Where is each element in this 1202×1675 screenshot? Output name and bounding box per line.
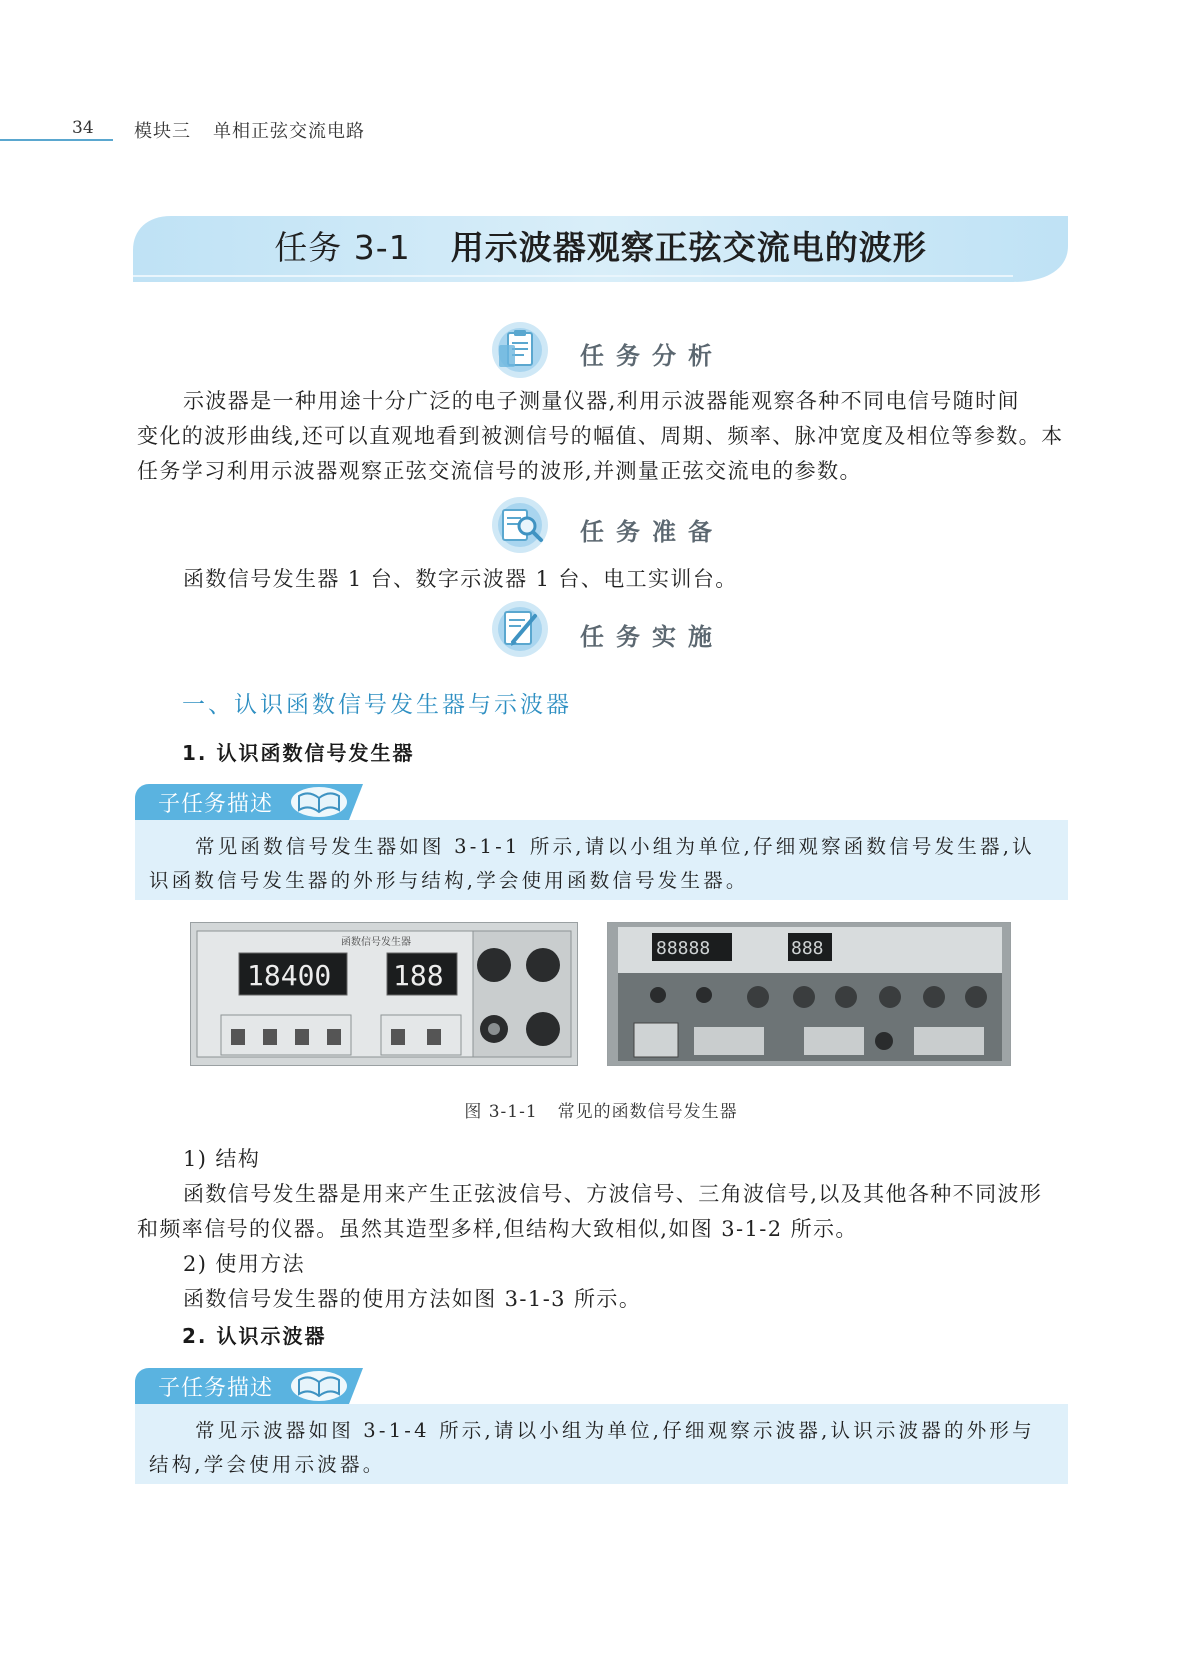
analysis-line-3: 任务学习利用示波器观察正弦交流信号的波形,并测量正弦交流电的参数。 bbox=[137, 459, 862, 483]
section-preparation: 任务准备 bbox=[580, 518, 724, 546]
subtask-box-2 bbox=[135, 1404, 1068, 1484]
subtask-1-line-1: 常见函数信号发生器如图 3-1-1 所示,请以小组为单位,仔细观察函数信号发生器,认 bbox=[195, 835, 1035, 858]
figure-number: 图 3-1-1 bbox=[464, 1102, 538, 1122]
figure-caption bbox=[0, 1097, 1202, 1122]
subtask-1-line-2: 识函数信号发生器的外形与结构,学会使用函数信号发生器。 bbox=[149, 869, 749, 892]
open-book-icon bbox=[291, 787, 347, 817]
chapter-label: 单相正弦交流电路 bbox=[213, 121, 365, 142]
header-rule bbox=[0, 139, 113, 141]
structure-section bbox=[137, 1142, 1077, 1317]
analysis-paragraph bbox=[137, 384, 1077, 489]
page-number: 34 bbox=[72, 118, 94, 138]
signal-generator-photo-left bbox=[190, 922, 578, 1066]
subtask-box-1 bbox=[135, 820, 1068, 900]
section-implementation: 任务实施 bbox=[580, 623, 724, 651]
figure-caption-text: 常见的函数信号发生器 bbox=[557, 1102, 738, 1122]
panel-title: 函数信号发生器 bbox=[341, 937, 411, 948]
pencil-document-icon bbox=[491, 600, 549, 658]
subtask-2-line-2: 结构,学会使用示波器。 bbox=[149, 1453, 386, 1476]
usage-line-1: 函数信号发生器的使用方法如图 3-1-3 所示。 bbox=[183, 1287, 642, 1311]
open-book-icon bbox=[291, 1371, 347, 1401]
module-label: 模块三 bbox=[134, 121, 191, 142]
display-left-small: 188 bbox=[393, 959, 444, 992]
clipboard-icon bbox=[491, 321, 549, 379]
running-header bbox=[134, 117, 365, 143]
analysis-line-2: 变化的波形曲线,还可以直观地看到被测信号的幅值、周期、频率、脉冲宽度及相位等参数。本 bbox=[137, 424, 1064, 448]
task-title-text: 用示波器观察正弦交流电的波形 bbox=[450, 228, 927, 267]
preparation-text: 函数信号发生器 1 台、数字示波器 1 台、电工实训台。 bbox=[183, 567, 738, 591]
analysis-line-1: 示波器是一种用途十分广泛的电子测量仪器,利用示波器能观察各种不同电信号随时间 bbox=[183, 389, 1020, 413]
signal-generator-photo-right bbox=[607, 922, 1011, 1066]
task-number: 任务 3-1 bbox=[274, 228, 411, 267]
structure-line-1: 函数信号发生器是用来产生正弦波信号、方波信号、三角波信号,以及其他各种不同波形 bbox=[183, 1182, 1043, 1206]
subtask-tag-label-2: 子任务描述 bbox=[158, 1376, 274, 1401]
display-right-main: 88888 bbox=[656, 938, 711, 959]
task-title bbox=[133, 222, 1068, 269]
usage-title: 2) 使用方法 bbox=[183, 1252, 306, 1276]
subheading-oscilloscope: 2. 认识示波器 bbox=[182, 1324, 327, 1348]
structure-title: 1) 结构 bbox=[183, 1147, 261, 1171]
subheading-signal-generator: 1. 认识函数信号发生器 bbox=[182, 741, 415, 765]
subtask-2-line-1: 常见示波器如图 3-1-4 所示,请以小组为单位,仔细观察示波器,认识示波器的外形与 bbox=[195, 1419, 1035, 1442]
display-left-main: 18400 bbox=[247, 959, 332, 992]
heading-recognize: 一、认识函数信号发生器与示波器 bbox=[182, 692, 572, 718]
structure-line-2: 和频率信号的仪器。虽然其造型多样,但结构大致相似,如图 3-1-2 所示。 bbox=[137, 1217, 858, 1241]
section-analysis: 任务分析 bbox=[580, 342, 724, 370]
preparation-paragraph bbox=[137, 562, 1077, 597]
display-right-small: 888 bbox=[791, 938, 824, 959]
subtask-tag-label-1: 子任务描述 bbox=[158, 792, 274, 817]
magnifier-document-icon bbox=[491, 496, 549, 554]
